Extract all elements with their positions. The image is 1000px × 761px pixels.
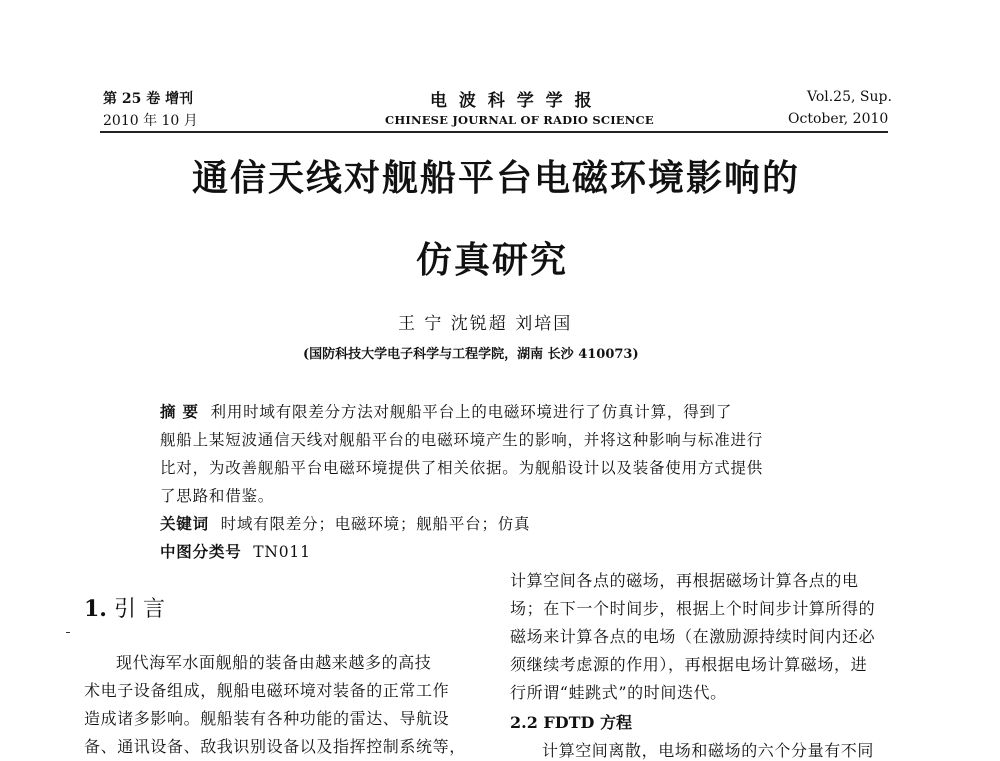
keywords: 时域有限差分；电磁环境；舰船平台；仿真: [220, 515, 531, 533]
header-rule: [100, 131, 888, 133]
abstract-line: [160, 400, 732, 422]
abstract-line: 舰船上某短波通信天线对舰船平台的电磁环境产生的影响，并将这种影响与标准进行: [160, 431, 764, 449]
body-line: 磁场来计算各点的电场（在激励源持续时间内还必: [510, 627, 876, 646]
section-heading: [84, 592, 165, 623]
keywords-line: [160, 512, 530, 534]
abstract-label: 摘 要: [160, 402, 199, 421]
body-line: 行所谓“蛙跳式”的时间迭代。: [510, 683, 727, 702]
authors: 王 宁 沈锐超 刘培国: [398, 314, 573, 334]
abstract-line: 了思路和借鉴。: [160, 487, 275, 505]
volume-cn: 第 25 卷 增刊: [103, 91, 194, 107]
section-title: 引 言: [113, 597, 165, 622]
volume-en: Vol.25, Sup.: [807, 89, 892, 105]
paper-title-line1: 通信天线对舰船平台电磁环境影响的: [192, 158, 801, 199]
journal-title-en: CHINESE JOURNAL OF RADIO SCIENCE: [385, 113, 654, 127]
paper-title-line2: 仿真研究: [416, 240, 569, 281]
clc-code: TN011: [253, 543, 311, 561]
section-number: 1.: [84, 596, 107, 622]
body-line: 计算空间离散，电场和磁场的六个分量有不同: [542, 741, 875, 760]
body-line: 备、通讯设备、敌我识别设备以及指挥控制系统等，: [84, 737, 466, 756]
clc-line: [160, 540, 311, 562]
body-line: 术电子设备组成，舰船电磁环境对装备的正常工作: [84, 681, 450, 700]
body-line: 现代海军水面舰船的装备由越来越多的高技: [116, 653, 432, 672]
body-line: 须继续考虑源的作用），再根据电场计算磁场，进: [510, 655, 868, 674]
subsection-heading: 2.2 FDTD 方程: [510, 713, 632, 732]
date-en: October, 2010: [788, 111, 889, 127]
abstract-line: 比对，为改善舰船平台电磁环境提供了相关依据。为舰船设计以及装备使用方式提供: [160, 459, 764, 477]
journal-title-cn: 电 波 科 学 学 报: [430, 91, 595, 111]
body-line: 场；在下一个时间步，根据上个时间步计算所得的: [510, 599, 876, 618]
body-line: 计算空间各点的磁场，再根据磁场计算各点的电: [510, 571, 859, 590]
keywords-label: 关键词: [160, 514, 209, 533]
affiliation: (国防科技大学电子科学与工程学院，湖南 长沙 410073): [303, 347, 639, 362]
date-cn: 2010 年 10 月: [103, 113, 198, 129]
stray-mark: [66, 632, 70, 633]
clc-label: 中图分类号: [160, 542, 242, 561]
abstract-text: 利用时域有限差分方法对舰船平台上的电磁环境进行了仿真计算，得到了: [210, 403, 733, 421]
body-line: 造成诸多影响。舰船装有各种功能的雷达、导航设: [84, 709, 450, 728]
